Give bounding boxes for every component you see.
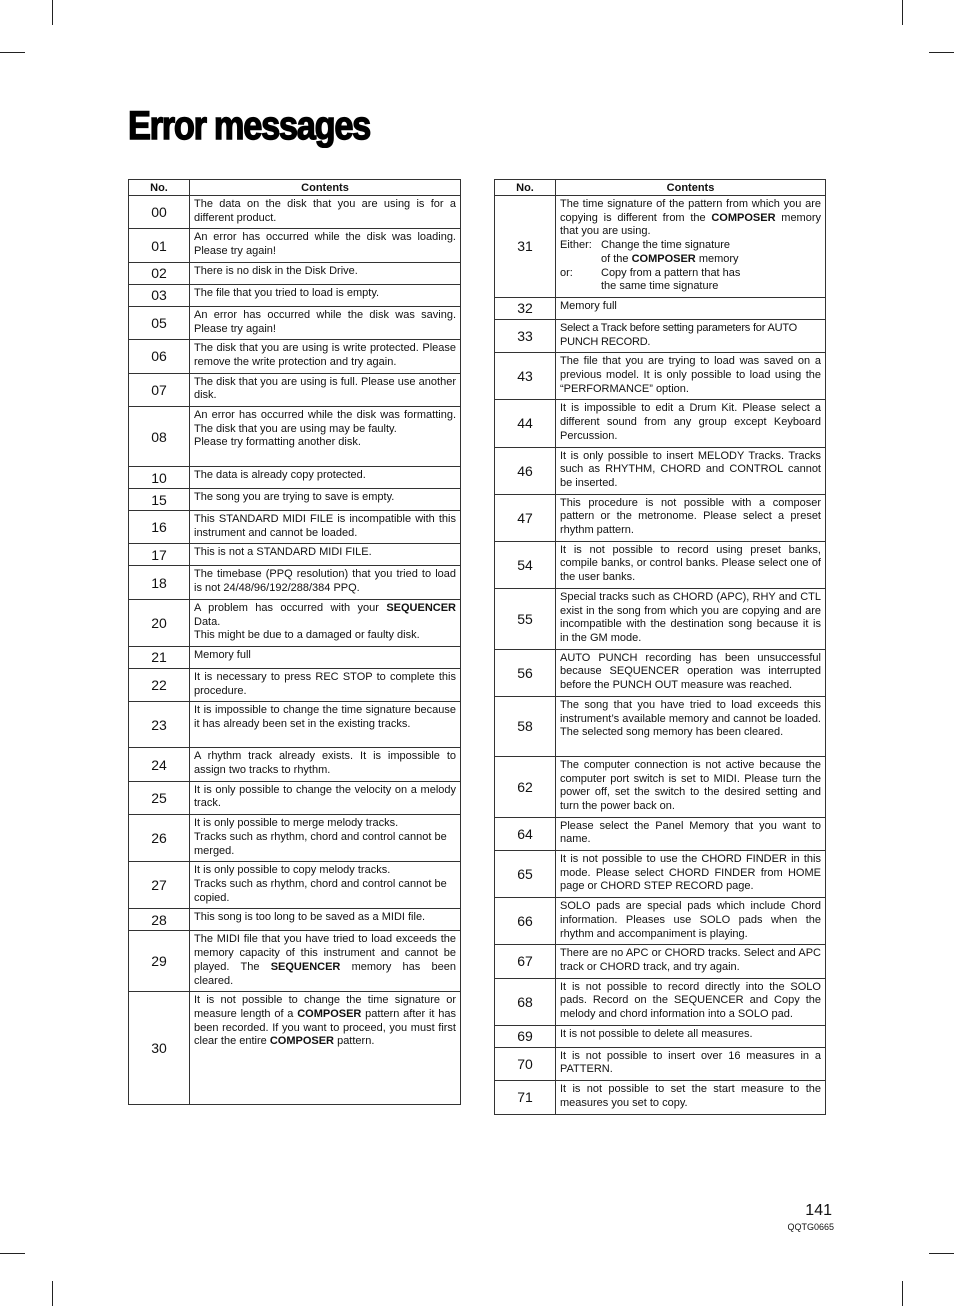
- error-number: 22: [129, 668, 190, 701]
- table-row: [495, 898, 826, 945]
- table-row: [129, 646, 461, 668]
- error-text-line2: Tracks such as rhythm, chord and control cannot be merged.: [194, 830, 447, 857]
- crop-mark: [929, 52, 954, 53]
- error-number: 56: [495, 649, 556, 696]
- error-description: An error has occurred while the disk was loading. Please try again!: [190, 229, 461, 262]
- error-description: It is not possible to record using preset banks, compile banks, or control banks. Please select one of the user banks.: [556, 541, 826, 588]
- error-number: 33: [495, 319, 556, 352]
- table-row: [495, 400, 826, 447]
- error-description: It is only possible to change the velocity on a melody track.: [190, 781, 461, 814]
- table-row: [495, 1047, 826, 1080]
- error-description: It is impossible to change the time signature because it has already been set in the existing tracks.: [190, 702, 461, 748]
- table-header-row: [495, 180, 826, 196]
- text-run: memory has been cleared.: [194, 960, 456, 987]
- bold-term: COMPOSER: [631, 252, 696, 265]
- error-description: [190, 862, 461, 909]
- bold-term: SEQUENCER: [270, 960, 341, 973]
- table-row: [129, 931, 461, 992]
- error-number: 65: [495, 851, 556, 898]
- table-row: [129, 373, 461, 406]
- bold-term: COMPOSER: [711, 211, 776, 224]
- table-row: [495, 1025, 826, 1047]
- error-description: [190, 599, 461, 646]
- error-text: It is only possible to merge melody tracks.: [194, 817, 399, 830]
- column-header-no: No.: [495, 180, 556, 196]
- error-description: This procedure is not possible with a composer pattern or the metronome. Please select a preset rhythm pattern.: [556, 494, 826, 541]
- table-row: [129, 467, 461, 489]
- table-row: [129, 489, 461, 511]
- page-title: Error messages: [128, 104, 371, 148]
- error-text: An error has occurred while the disk was formatting. The disk that you are using may be faulty.: [194, 409, 456, 435]
- error-number: 05: [129, 306, 190, 339]
- crop-mark: [0, 52, 25, 53]
- table-row: [129, 781, 461, 814]
- error-description: It is only possible to insert MELODY Tracks. Tracks such as RHYTHM, CHORD and CONTROL cannot be inserted.: [556, 447, 826, 494]
- error-number: 23: [129, 702, 190, 748]
- error-number: 43: [495, 353, 556, 400]
- error-number: 00: [129, 196, 190, 229]
- error-description: Special tracks such as CHORD (APC), RHY and CTL exist in the song from which you are copying and are incompatible with the destination song because it is in the GM mode.: [556, 588, 826, 649]
- error-number: 62: [495, 756, 556, 817]
- table-header-row: [129, 180, 461, 196]
- table-row: [129, 306, 461, 339]
- table-row: [129, 284, 461, 306]
- error-description: It is not possible to set the start measure to the measures you set to copy.: [556, 1081, 826, 1114]
- error-number: 03: [129, 284, 190, 306]
- column-header-contents: Contents: [556, 180, 826, 196]
- error-description: [556, 196, 826, 298]
- table-row: [495, 696, 826, 756]
- error-number: 17: [129, 544, 190, 566]
- option-either-line2: [560, 253, 821, 267]
- error-description: The disk that you are using is full. Please use another disk.: [190, 373, 461, 406]
- error-description: It is not possible to record directly into the SOLO pads. Record on the SEQUENCER and Copy the melody and chord information into a SOLO pad.: [556, 978, 826, 1025]
- table-row: [495, 588, 826, 649]
- error-description: It is not possible to delete all measures.: [556, 1025, 826, 1047]
- table-row: [495, 494, 826, 541]
- option-or-line2: the same time signature: [601, 280, 719, 293]
- table-row: [495, 297, 826, 319]
- error-number: 30: [129, 992, 190, 1105]
- error-description: There are no APC or CHORD tracks. Select and APC track or CHORD track, and try again.: [556, 945, 826, 978]
- error-description: It is impossible to edit a Drum Kit. Please select a different sound from any group except Keyboard Percussion.: [556, 400, 826, 447]
- text-run: A problem has occurred with your: [194, 601, 387, 614]
- error-number: 07: [129, 373, 190, 406]
- table-row: [129, 702, 461, 748]
- error-description: [190, 931, 461, 992]
- table-row: [495, 649, 826, 696]
- error-number: 08: [129, 407, 190, 467]
- text-run: Data.: [194, 615, 221, 628]
- table-row: [129, 748, 461, 781]
- error-number: 16: [129, 511, 190, 544]
- error-number: 71: [495, 1081, 556, 1114]
- table-row: [495, 319, 826, 352]
- error-description: It is necessary to press REC STOP to complete this procedure.: [190, 668, 461, 701]
- error-description: SOLO pads are special pads which include Chord information. Pleases use SOLO pads when the rhythm and accompaniment is playing.: [556, 898, 826, 945]
- error-description: The file that you are trying to load was saved on a previous model. It is only possible to load using the “PERFORMANCE” option.: [556, 353, 826, 400]
- error-text: It is only possible to copy melody tracks.: [194, 864, 391, 877]
- table-row: [129, 668, 461, 701]
- error-number: 26: [129, 815, 190, 862]
- error-description: This STANDARD MIDI FILE is incompatible with this instrument and cannot be loaded.: [190, 511, 461, 544]
- text-run: memory that you are using.: [560, 211, 822, 238]
- table-row: [129, 992, 461, 1105]
- error-number: 54: [495, 541, 556, 588]
- page-number: 141: [805, 1202, 832, 1219]
- error-description: [190, 992, 461, 1105]
- option-or: [560, 267, 821, 281]
- table-row: [129, 862, 461, 909]
- text-run: of the: [601, 252, 632, 265]
- error-number: 47: [495, 494, 556, 541]
- error-number: 15: [129, 489, 190, 511]
- error-number: 69: [495, 1025, 556, 1047]
- error-description: Select a Track before setting parameters for AUTO PUNCH RECORD.: [556, 319, 826, 352]
- document-code: QQTG0665: [787, 1222, 834, 1232]
- column-header-contents: Contents: [190, 180, 461, 196]
- crop-mark: [0, 1253, 25, 1254]
- error-description: The song that you have tried to load exceeds this instrument’s available memory and cannot be loaded. The selected song memory has been cleared.: [556, 696, 826, 756]
- text-run: pattern after it has been recorded. If you want to proceed, you must first clear the entire: [194, 1007, 456, 1048]
- error-number: 70: [495, 1047, 556, 1080]
- error-description: The file that you tried to load is empty.: [190, 284, 461, 306]
- table-row: [495, 353, 826, 400]
- error-description: The song you are trying to save is empty.: [190, 489, 461, 511]
- error-number: 32: [495, 297, 556, 319]
- error-number: 21: [129, 646, 190, 668]
- error-number: 28: [129, 909, 190, 931]
- error-description: The computer connection is not active because the computer port switch is set to MIDI. Please turn the power off, set the switch to the desired setting and turn the power back on.: [556, 756, 826, 817]
- table-row: [129, 196, 461, 229]
- text-run: memory: [695, 252, 739, 265]
- error-description: It is not possible to insert over 16 measures in a PATTERN.: [556, 1047, 826, 1080]
- error-description: There is no disk in the Disk Drive.: [190, 262, 461, 284]
- error-text-line2: This might be due to a damaged or faulty disk.: [194, 629, 420, 642]
- table-row: [495, 1081, 826, 1114]
- table-row: [495, 196, 826, 298]
- text-run: It is not possible to change the time signature or measure length of a: [194, 994, 456, 1020]
- error-table-left: [128, 179, 461, 1105]
- error-description: The data is already copy protected.: [190, 467, 461, 489]
- text-run: The time signature of the pattern from which you are copying is different from the: [560, 198, 821, 224]
- error-number: 06: [129, 340, 190, 373]
- error-number: 58: [495, 696, 556, 756]
- table-row: [495, 978, 826, 1025]
- error-text: [560, 198, 821, 239]
- error-text: [194, 602, 456, 629]
- crop-mark: [902, 0, 903, 25]
- error-description: The data on the disk that you are using is for a different product.: [190, 196, 461, 229]
- option-label: or:: [560, 266, 573, 279]
- crop-mark: [929, 1253, 954, 1254]
- error-number: 64: [495, 817, 556, 850]
- table-row: [495, 851, 826, 898]
- error-number: 20: [129, 599, 190, 646]
- table-row: [129, 229, 461, 262]
- error-number: 18: [129, 566, 190, 599]
- error-description: The timebase (PPQ resolution) that you tried to load is not 24/48/96/192/288/384 PPQ.: [190, 566, 461, 599]
- error-number: 31: [495, 196, 556, 298]
- table-row: [129, 511, 461, 544]
- table-row: [495, 817, 826, 850]
- option-label: Either:: [560, 239, 592, 252]
- error-number: 27: [129, 862, 190, 909]
- error-number: 55: [495, 588, 556, 649]
- error-number: 68: [495, 978, 556, 1025]
- bold-term: SEQUENCER: [386, 601, 456, 614]
- error-number: 24: [129, 748, 190, 781]
- error-number: 01: [129, 229, 190, 262]
- error-number: 25: [129, 781, 190, 814]
- bold-term: COMPOSER: [269, 1035, 335, 1048]
- error-description: [190, 815, 461, 862]
- error-description: AUTO PUNCH recording has been unsuccessful because SEQUENCER operation was interrupted before the PUNCH OUT measure was reached.: [556, 649, 826, 696]
- error-description: [190, 407, 461, 467]
- table-row: [129, 340, 461, 373]
- table-row: [129, 815, 461, 862]
- error-description: It is not possible to use the CHORD FINDER in this mode. Please select CHORD FINDER from HOME page or CHORD STEP RECORD page.: [556, 851, 826, 898]
- table-row: [129, 262, 461, 284]
- error-description: An error has occurred while the disk was saving. Please try again!: [190, 306, 461, 339]
- error-number: 66: [495, 898, 556, 945]
- error-description: Please select the Panel Memory that you want to name.: [556, 817, 826, 850]
- table-row: [129, 566, 461, 599]
- crop-mark: [52, 1281, 53, 1306]
- error-number: 44: [495, 400, 556, 447]
- error-text-line2: Tracks such as rhythm, chord and control cannot be copied.: [194, 877, 447, 904]
- crop-mark: [902, 1281, 903, 1306]
- error-number: 10: [129, 467, 190, 489]
- error-description: The disk that you are using is write protected. Please remove the write protection and try again.: [190, 340, 461, 373]
- crop-mark: [52, 0, 53, 25]
- error-text-line2: Please try formatting another disk.: [194, 436, 361, 449]
- error-description: This song is too long to be saved as a MIDI file.: [190, 909, 461, 931]
- table-row: [129, 407, 461, 467]
- text-run: pattern.: [334, 1035, 375, 1048]
- option-text: Copy from a pattern that has: [601, 266, 741, 279]
- bold-term: COMPOSER: [297, 1007, 362, 1020]
- column-header-no: No.: [129, 180, 190, 196]
- table-row: [495, 447, 826, 494]
- table-row: [129, 909, 461, 931]
- error-description: Memory full: [556, 297, 826, 319]
- table-row: [495, 541, 826, 588]
- error-description: This is not a STANDARD MIDI FILE.: [190, 544, 461, 566]
- table-row: [129, 544, 461, 566]
- error-number: 67: [495, 945, 556, 978]
- option-text: Change the time signature: [601, 239, 731, 252]
- error-table-right: [494, 179, 826, 1115]
- error-number: 02: [129, 262, 190, 284]
- error-description: Memory full: [190, 646, 461, 668]
- text-run: The MIDI file that you have tried to load exceeds the memory capacity of this instrument and cannot be played. The: [194, 933, 456, 973]
- error-number: 29: [129, 931, 190, 992]
- table-row: [495, 756, 826, 817]
- error-number: 46: [495, 447, 556, 494]
- table-row: [495, 945, 826, 978]
- error-description: A rhythm track already exists. It is impossible to assign two tracks to rhythm.: [190, 748, 461, 781]
- option-either: [560, 239, 821, 253]
- table-row: [129, 599, 461, 646]
